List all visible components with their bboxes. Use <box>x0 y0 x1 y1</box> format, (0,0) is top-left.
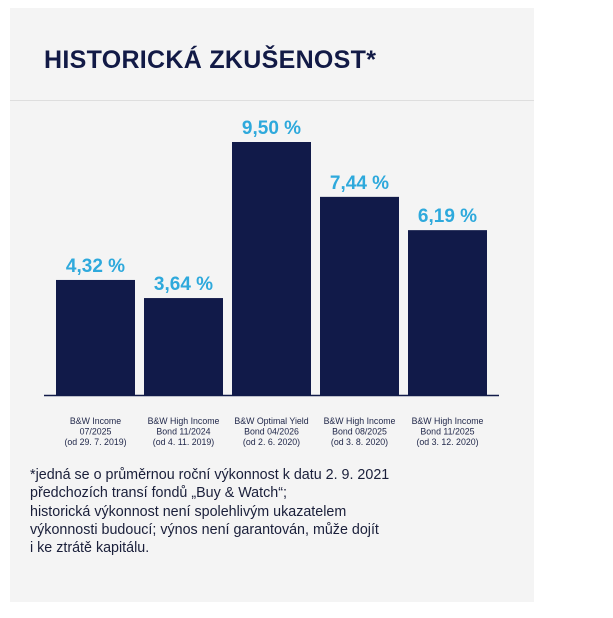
category-label-group <box>64 416 483 447</box>
bar-1 <box>56 280 135 395</box>
category-label-3-line-3: (od 2. 6. 2020) <box>242 437 301 447</box>
category-label-1-line-1: B&W Income <box>69 416 122 426</box>
category-label-1-line-3: (od 29. 7. 2019) <box>64 437 127 447</box>
bar-3 <box>232 142 311 395</box>
category-label-2-line-1: B&W High Income <box>147 416 220 426</box>
category-label-2-line-3: (od 4. 11. 2019) <box>152 437 215 447</box>
footnote <box>30 466 500 557</box>
category-label-2-line-2: Bond 11/2024 <box>156 426 211 437</box>
footnote-line: i ke ztrátě kapitálu. <box>30 540 150 557</box>
footnote-line: historická výkonnost není spolehlivým ukazatelem <box>30 503 347 520</box>
category-label-5-line-1: B&W High Income <box>411 416 484 426</box>
value-label-4: 7,44 % <box>329 172 390 194</box>
value-label-3: 9,50 % <box>241 118 302 139</box>
value-label-1: 4,32 % <box>65 255 126 277</box>
footnote-line: předchozích transí fondů „Buy & Watch“; <box>30 485 287 502</box>
category-label-4-line-3: (od 3. 8. 2020) <box>330 437 389 447</box>
category-label-4-line-1: B&W High Income <box>323 416 396 426</box>
category-label-1-line-2: 07/2025 <box>79 426 112 437</box>
footnote-line: *jedná se o průměrnou roční výkonnost k datu 2. 9. 2021 <box>30 467 390 483</box>
chart-title: HISTORICKÁ ZKUŠENOST* <box>44 46 377 74</box>
category-label-4-line-2: Bond 08/2025 <box>332 426 387 437</box>
bar-4 <box>320 197 399 395</box>
category-label-5-line-3: (od 3. 12. 2020) <box>416 437 479 447</box>
category-label-5-line-2: Bond 11/2025 <box>420 426 475 437</box>
bar-2 <box>144 298 223 395</box>
value-label-2: 3,64 % <box>153 274 214 296</box>
category-label-3-line-1: B&W Optimal Yield <box>234 416 309 426</box>
bar-5 <box>408 230 487 395</box>
footnote-line: výkonnosti budoucí; výnos není garantován, může dojít <box>30 521 379 538</box>
value-label-5: 6,19 % <box>417 206 478 228</box>
category-label-3-line-2: Bond 04/2026 <box>244 426 299 437</box>
